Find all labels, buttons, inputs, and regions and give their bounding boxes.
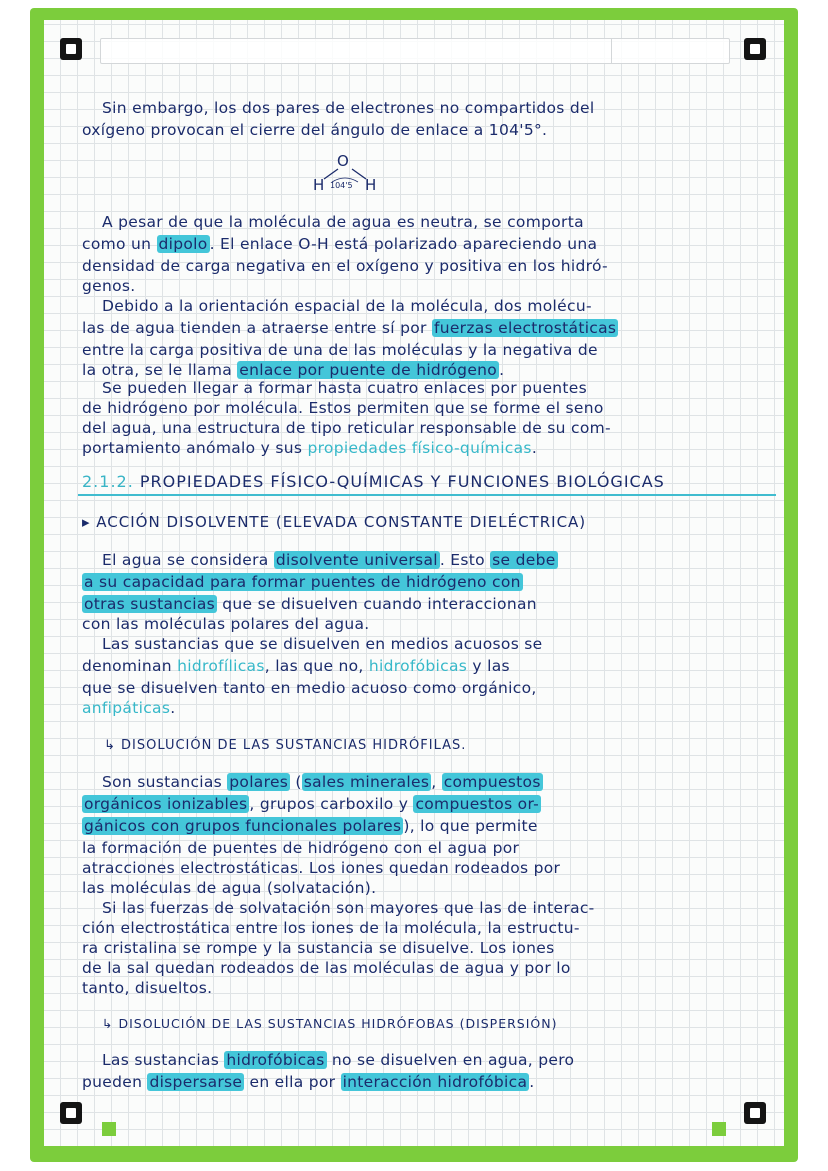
- text-segment: El agua se considera: [102, 551, 274, 569]
- highlighted-term: dipolo: [158, 235, 208, 253]
- text-segment: pueden: [82, 1073, 148, 1091]
- highlighted-term: sales minerales: [303, 773, 430, 791]
- text-line: Se pueden llegar a formar hasta cuatro enlaces por puentes: [102, 379, 587, 397]
- text-line: [82, 1072, 772, 1092]
- highlighted-term: interacción hidrofóbica: [342, 1073, 528, 1091]
- text-line: Sin embargo, los dos pares de electrones no compartidos del: [102, 99, 595, 117]
- text-segment: .: [531, 439, 538, 457]
- text-line: [82, 572, 772, 592]
- text-segment: la otra, se le llama: [82, 361, 238, 379]
- text-line: [82, 816, 772, 836]
- corner-mark-icon: [60, 38, 82, 60]
- text-line: Debido a la orientación espacial de la molécula, dos molécu-: [102, 297, 592, 315]
- text-segment: Las sustancias: [102, 1051, 225, 1069]
- text-segment: (: [290, 773, 302, 791]
- bond-angle-label: 104'5: [330, 181, 353, 190]
- text-line: [82, 772, 792, 792]
- green-square-icon: [712, 1122, 726, 1136]
- text-segment: como un: [82, 235, 157, 253]
- hydrogen-label: H: [365, 176, 377, 194]
- text-line: [82, 656, 772, 676]
- corner-mark-icon: [60, 1102, 82, 1124]
- subsection-heading: ↳ DISOLUCIÓN DE LAS SUSTANCIAS HIDRÓFILAS.: [104, 738, 467, 753]
- header-bar: [100, 38, 730, 64]
- text-line: oxígeno provocan el cierre del ángulo de enlace a 104'5°.: [82, 121, 548, 139]
- text-line: [82, 1050, 792, 1070]
- text-segment: portamiento anómalo y sus: [82, 439, 308, 457]
- text-segment: las de agua tienden a atraerse entre sí por: [82, 319, 432, 337]
- text-line: las moléculas de agua (solvatación).: [82, 879, 377, 897]
- accent-term: hidrofóbicas: [368, 657, 468, 675]
- text-line: atracciones electrostáticas. Los iones quedan rodeados por: [82, 859, 561, 877]
- section-title: PROPIEDADES FÍSICO-QUÍMICAS Y FUNCIONES BIOLÓGICAS: [139, 472, 665, 491]
- text-segment: , grupos carboxilo y: [249, 795, 414, 813]
- text-line: A pesar de que la molécula de agua es neutra, se comporta: [102, 213, 584, 231]
- text-line: [82, 794, 772, 814]
- text-line: entre la carga positiva de una de las moléculas y la negativa de: [82, 341, 598, 359]
- text-line: de la sal quedan rodeados de las moléculas de agua y por lo: [82, 959, 571, 977]
- text-line: Las sustancias que se disuelven en medios acuosos se: [102, 635, 543, 653]
- text-line: [82, 360, 772, 380]
- highlighted-term: compuestos: [443, 773, 541, 791]
- text-segment: y las: [467, 657, 510, 675]
- text-segment: que se disuelven cuando interaccionan: [217, 595, 537, 613]
- highlighted-term: dispersarse: [149, 1073, 243, 1091]
- text-line: con las moléculas polares del agua.: [82, 615, 370, 633]
- text-line: [82, 438, 772, 458]
- text-line: [82, 698, 772, 718]
- text-segment: .: [170, 699, 176, 717]
- text-segment: . Esto: [439, 551, 491, 569]
- accent-term: hidrofílicas: [177, 657, 265, 675]
- text-segment: ,: [431, 773, 442, 791]
- highlighted-term: disolvente universal: [275, 551, 438, 569]
- heading-underline: [78, 494, 776, 496]
- text-segment: Son sustancias: [102, 773, 228, 791]
- highlighted-term: se debe: [492, 551, 556, 569]
- highlighted-term: fuerzas electrostáticas: [433, 319, 617, 337]
- text-segment: no se disuelven en agua, pero: [326, 1051, 575, 1069]
- text-line: [82, 550, 792, 570]
- subsection-heading: ▸ ACCIÓN DISOLVENTE (ELEVADA CONSTANTE DIELÉCTRICA): [82, 513, 587, 531]
- water-molecule-diagram: [308, 152, 388, 198]
- text-line: [82, 234, 772, 254]
- text-line: tanto, disueltos.: [82, 979, 213, 997]
- text-line: ra cristalina se rompe y la sustancia se disuelve. Los iones: [82, 939, 555, 957]
- highlighted-term: a su capacidad para formar puentes de hidrógeno con: [84, 573, 521, 591]
- text-segment: , las que no,: [264, 657, 369, 675]
- highlighted-term: orgánicos ionizables: [84, 795, 248, 813]
- accent-term: propiedades físico-químicas: [307, 439, 532, 457]
- text-line: la formación de puentes de hidrógeno con el agua por: [82, 839, 520, 857]
- section-number: 2.1.2.: [82, 472, 134, 491]
- text-segment: ), lo que permite: [403, 817, 538, 835]
- highlighted-term: hidrofóbicas: [226, 1051, 325, 1069]
- text-line: de hidrógeno por molécula. Estos permiten que se forme el seno: [82, 399, 604, 417]
- text-line: Si las fuerzas de solvatación son mayores que las de interac-: [102, 899, 595, 917]
- hydrogen-label: H: [313, 176, 325, 194]
- text-segment: en ella por: [244, 1073, 341, 1091]
- highlighted-term: compuestos or-: [415, 795, 540, 813]
- corner-mark-icon: [744, 1102, 766, 1124]
- oxygen-label: O: [337, 152, 349, 170]
- text-line: densidad de carga negativa en el oxígeno y positiva en los hidró-: [82, 257, 608, 275]
- text-segment: denominan: [82, 657, 178, 675]
- section-heading: [82, 472, 772, 492]
- text-line: genos.: [82, 277, 136, 295]
- text-line: que se disuelven tanto en medio acuoso como orgánico,: [82, 679, 537, 697]
- text-line: [82, 594, 772, 614]
- highlighted-term: otras sustancias: [84, 595, 216, 613]
- green-square-icon: [102, 1122, 116, 1136]
- text-line: ción electrostática entre los iones de la molécula, la estructu-: [82, 919, 580, 937]
- accent-term: anfipáticas: [82, 699, 171, 717]
- text-line: [82, 318, 772, 338]
- highlighted-term: polares: [229, 773, 289, 791]
- subsection-heading: ↳ DISOLUCIÓN DE LAS SUSTANCIAS HIDRÓFOBAS (DISPERSIÓN): [102, 1016, 558, 1031]
- text-segment: .: [529, 1073, 535, 1091]
- corner-mark-icon: [744, 38, 766, 60]
- highlighted-term: gánicos con grupos funcionales polares: [84, 817, 402, 835]
- text-segment: .: [499, 361, 505, 379]
- text-segment: . El enlace O-H está polarizado apareciendo una: [209, 235, 598, 253]
- highlighted-term: enlace por puente de hidrógeno: [239, 361, 498, 379]
- text-line: del agua, una estructura de tipo reticular responsable de su com-: [82, 419, 611, 437]
